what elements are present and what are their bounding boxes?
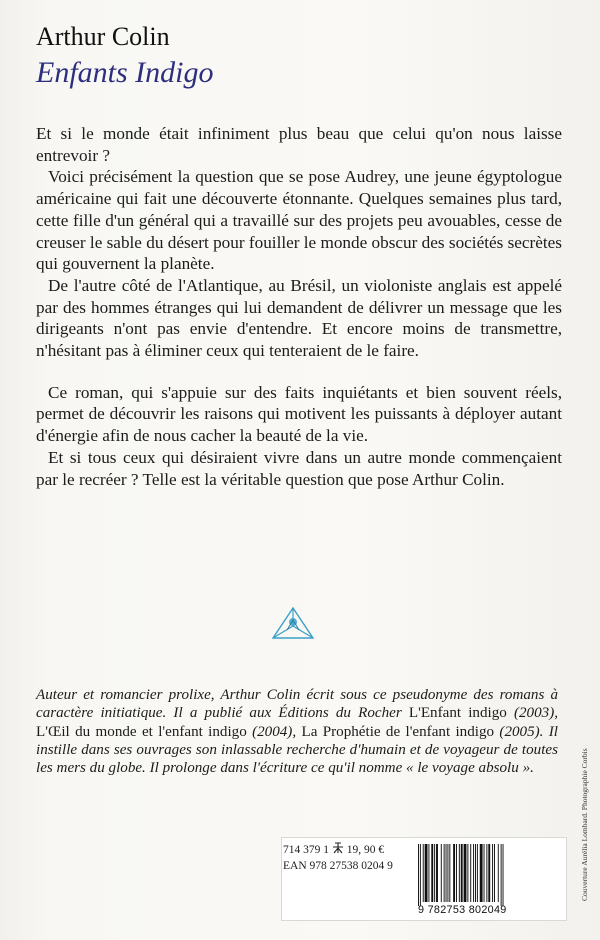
bio-text: (2003), [506,705,558,722]
barcode-bar [423,844,424,902]
author-bio [36,686,558,777]
barcode-bar [498,844,499,902]
barcode-bar [449,844,450,902]
barcode-bar [477,844,478,902]
blurb-paragraph-5: Et si tous ceux qui désiraient vivre dans un autre monde commençaient par le recréer ? Telle est la véritable question que pose Arthur Colin. [36,447,562,489]
barcode-bar [456,844,457,902]
barcode-bar [431,844,433,902]
bio-book-title-1: L'Enfant indigo [408,705,507,722]
barcode-bar [461,844,463,902]
blurb-paragraph-1: Et si le monde était infiniment plus beau que celui qu'on nous laisse entrevoir ? [36,124,562,165]
blurb-paragraph-3: De l'autre côté de l'Atlantique, au Brésil, un violoniste anglais est appelé par des hommes étranges qui lui demandent de délivrer un message que les dirigeants n'ont pas envie d'entendre. Et encore moins de transmettre, n'hésitant pas à éliminer ceux qui tenteraient de le faire. [36,275,562,361]
cover-credit: Couverture Aurélia Lombard. Photographie Corbis [580,748,589,901]
bio-book-title-2: L'Œil du monde et l'enfant indigo [36,723,247,740]
paragraph-gap [36,362,562,382]
publisher-mark-icon [332,842,344,854]
barcode-bar [503,844,504,906]
barcode-bar [467,844,468,902]
barcode-bar [446,844,447,902]
blurb-paragraph-2: Voici précisément la question que se pose Audrey, une jeune égyptologue américaine qui fait une découverte étonnante. Quelques semaines plus tard, cette fille d'un général qui a travaillé sur des projets peu avouables, cesse de creuser le sable du désert pour fouiller le monde obscur des sociétés secrètes qui gouvernent la planète. [36,167,562,274]
barcode-bar [459,844,460,902]
barcode-bar [475,844,476,902]
barcode-bar [486,844,487,902]
triangle-logo-icon [271,604,315,642]
barcode-bar [492,844,493,902]
barcode-bar [464,844,467,902]
bio-text: Auteur et romancier prolixe, Arthur Colin écrit sous ce pseudonyme des romans à caractère initiatique. Il a publié aux Éditions du Rocher [36,687,558,722]
barcode-bar [447,844,448,902]
book-title: Enfants Indigo [36,56,214,89]
barcode-bar [470,844,471,902]
isbn-price-block [283,842,407,874]
blurb-paragraph-4: Ce roman, qui s'appuie sur des faits inquiétants et bien souvent réels, permet de découvrir les raisons qui motivent les puissants à déployer autant d'énergie afin de nous cacher la beauté de la vie. [36,382,562,446]
author-name: Arthur Colin [36,22,170,51]
barcode-bar [473,844,474,902]
ean-code: EAN 978 27538 0204 9 [283,860,393,872]
barcode-bar [480,844,483,902]
blurb-text [36,123,562,490]
credit-line [578,700,592,910]
barcode-bar [488,844,490,902]
bio-text: (2004), [246,723,302,740]
barcode-bar [441,844,442,902]
barcode-bar [418,844,419,906]
barcode-bar [420,844,421,906]
barcode-bar [494,844,495,902]
code-price-row [283,842,407,858]
barcode-bar [453,844,455,902]
barcode-bar [428,844,429,902]
barcode-bar [484,844,485,902]
price: 19, 90 € [346,844,385,856]
barcode [416,844,544,906]
barcode-bar [436,844,438,902]
barcode-digits: 9 782753 802049 [418,904,507,916]
barcode-bar [425,844,428,902]
barcode-bar [444,844,445,902]
code-left: 714 379 1 [283,844,329,856]
bio-book-title-3: La Prophétie de l'enfant indigo [301,723,495,740]
barcode-bar [434,844,435,902]
barcode-bar [501,844,502,906]
bio-text: (2005). Il instille dans ses ouvrages son inlassable recherche d'humain et de voyageur de toutes les mers du globe. Il prolonge dans l'écriture ce qu'il nomme « le voyage absolu ». [36,723,559,777]
